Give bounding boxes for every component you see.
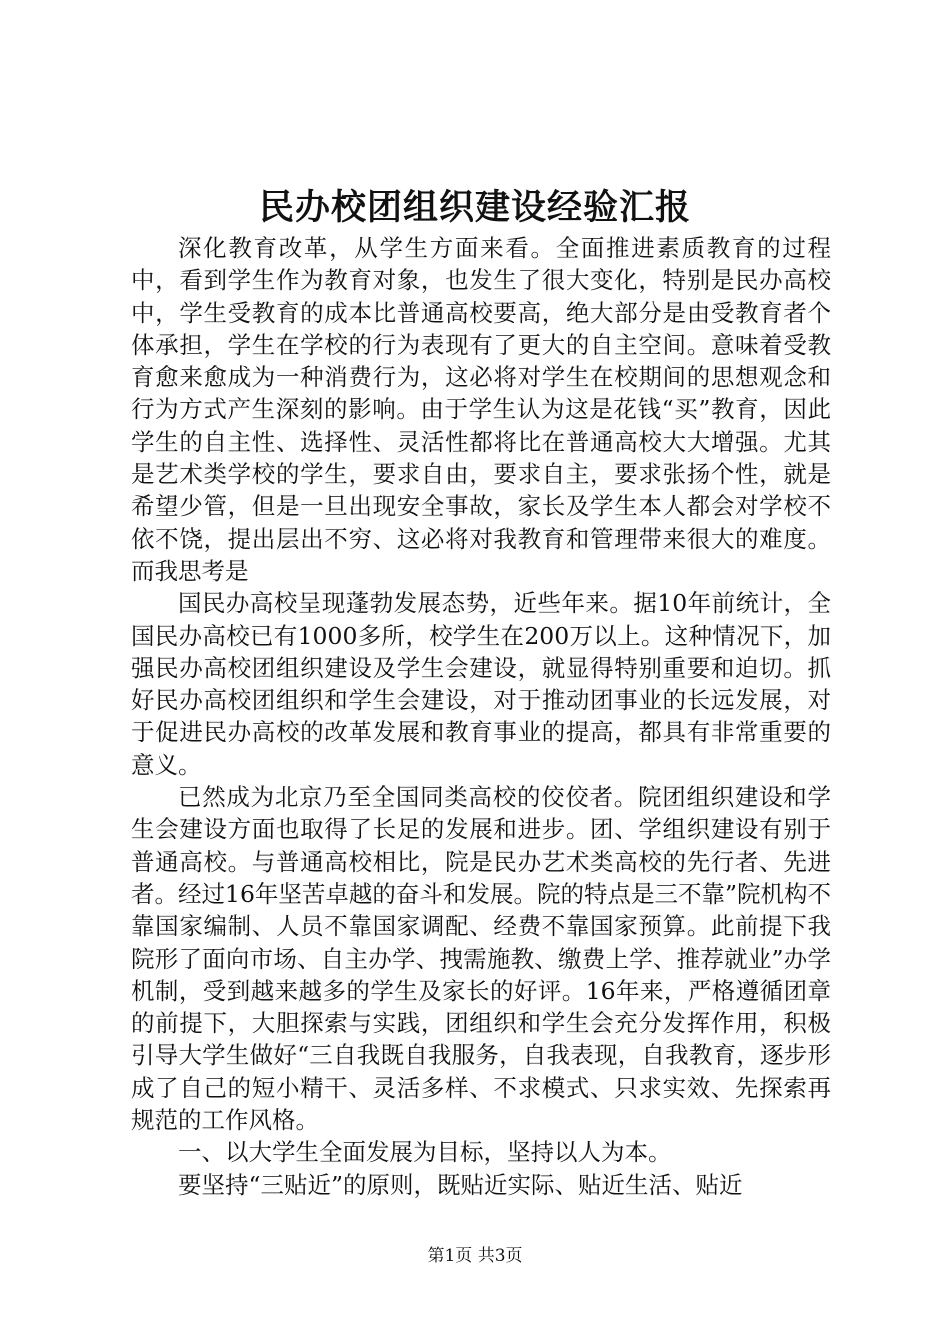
paragraph: 国民办高校呈现蓬勃发展态势，近些年来。据10年前统计，全国民办高校已有1000多所，校学生在200万以上。这种情况下，加强民办高校团组织建设及学生会建设，就显得特别重要和迫切。抓好民办高校团组织和学生会建设，对于推动团事业的长远发展，对于促进民办高校的改革发展和教育事业的提高，都具有非常重要的意义。 [131, 589, 831, 779]
paragraph: 一、以大学生全面发展为目标，坚持以人为本。 [178, 1138, 672, 1167]
paragraph: 深化教育改革，从学生方面来看。全面推进素质教育的过程中，看到学生作为教育对象，也发生了很大变化，特别是民办高校中，学生受教育的成本比普通高校要高，绝大部分是由受教育者个体承担，学生在学校的行为表现有了更大的自主空间。意味着受教育愈来愈成为一种消费行为，这必将对学生在校期间的思想观念和行为方式产生深刻的影响。由于学生认为这是花钱“买”教育，因此学生的自主性、选择性、灵活性都将比在普通高校大大增强。尤其是艺术类学校的学生，要求自由，要求自主，要求张扬个性，就是希望少管，但是一旦出现安全事故，家长及学生本人都会对学校不依不饶，提出层出不穷、这必将对我教育和管理带来很大的难度。而我思考是 [131, 234, 831, 585]
paragraph: 已然成为北京乃至全国同类高校的佼佼者。院团组织建设和学生会建设方面也取得了长足的发展和进步。团、学组织建设有别于普通高校。与普通高校相比，院是民办艺术类高校的先行者、先进者。经过16年坚苦卓越的奋斗和发展。院的特点是三不靠”院机构不靠国家编制、人员不靠国家调配、经费不靠国家预算。此前提下我院形了面向市场、自主办学、拽需施教、缴费上学、推荐就业”办学机制，受到越来越多的学生及家长的好评。16年来，严格遵循团章的前提下，大胆探索与实践，团组织和学生会充分发挥作用，积极引导大学生做好“三自我既自我服务，自我表现，自我教育，逐步形成了自己的短小精干、灵活多样、不求模式、只求实效、先探索再规范的工作风格。 [131, 783, 831, 1135]
document-body [131, 232, 831, 1201]
paragraph: 要坚持“三贴近”的原则，既贴近实际、贴近生活、贴近 [178, 1170, 743, 1199]
page-footer: 第1页 共3页 [427, 1246, 523, 1266]
document-title: 民办校团组织建设经验汇报 [258, 187, 691, 228]
